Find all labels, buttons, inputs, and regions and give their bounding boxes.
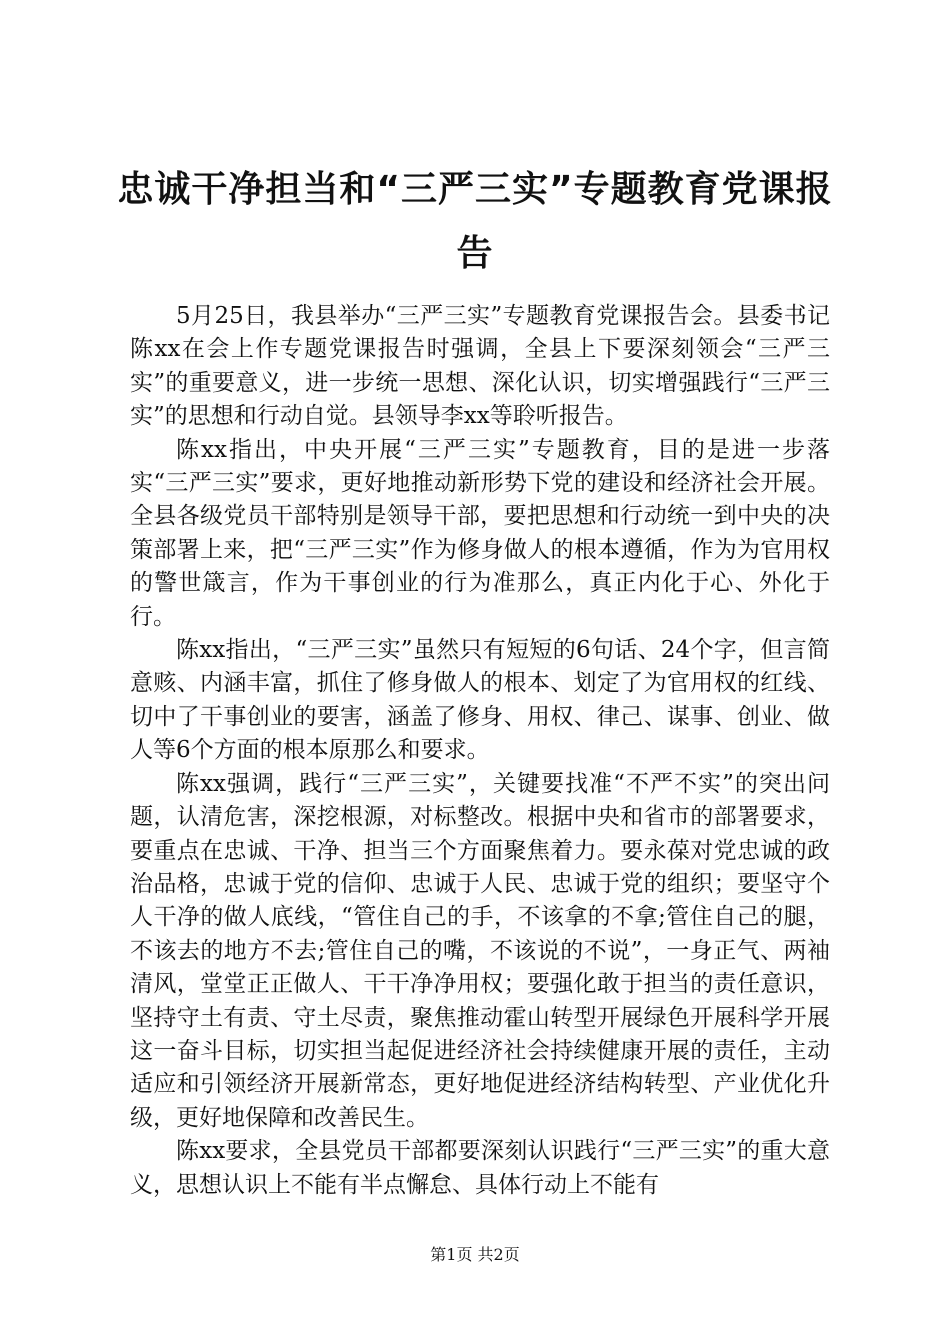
page-number: 第1页 共2页 bbox=[430, 1245, 520, 1264]
body-paragraph: 陈xx指出，中央开展“三严三实”专题教育，目的是进一步落实“三严三实”要求，更好地推动新形势下党的建设和经济社会开展。全县各级党员干部特别是领导干部，要把思想和行动统一到中央的决策部署上来，把“三严三实”作为修身做人的根本遵循，作为为官用权的警世箴言，作为干事创业的行为准那么，真正内化于心、外化于行。 bbox=[130, 436, 830, 630]
body-paragraph: 陈xx强调，践行“三严三实”，关键要找准“不严不实”的突出问题，认清危害，深挖根源，对标整改。根据中央和省市的部署要求，要重点在忠诚、干净、担当三个方面聚焦着力。要永葆对党忠诚的政治品格，忠诚于党的信仰、忠诚于人民、忠诚于党的组织；要坚守个人干净的做人底线，“管住自己的手，不该拿的不拿;管住自己的腿，不该去的地方不去;管住自己的嘴，不该说的不说”，一身正气、两袖清风，堂堂正正做人、干干净净用权；要强化敢于担当的责任意识，坚持守土有责、守土尽责，聚焦推动霍山转型开展绿色开展科学开展这一奋斗目标，切实担当起促进经济社会持续健康开展的责任，主动适应和引领经济开展新常态，更好地促进经济结构转型、产业优化升级，更好地保障和改善民生。 bbox=[130, 770, 830, 1131]
body-paragraph: 陈xx指出，“三严三实”虽然只有短短的6句话、24个字，但言简意赅、内涵丰富，抓住了修身做人的根本、划定了为官用权的红线、切中了干事创业的要害，涵盖了修身、用权、律己、谋事、创业、做人等6个方面的根本原那么和要求。 bbox=[130, 637, 830, 764]
document-title: 忠诚干净担当和“三严三实”专题教育党课报告 bbox=[117, 169, 833, 274]
body-paragraph: 陈xx要求，全县党员干部都要深刻认识践行“三严三实”的重大意义，思想认识上不能有半点懈怠、具体行动上不能有 bbox=[130, 1138, 830, 1198]
document-body bbox=[130, 300, 830, 1202]
body-paragraph: 5月25日，我县举办“三严三实”专题教育党课报告会。县委书记陈xx在会上作专题党课报告时强调，全县上下要深刻领会“三严三实”的重要意义，进一步统一思想、深化认识，切实增强践行“三严三实”的思想和行动自觉。县领导李xx等聆听报告。 bbox=[130, 303, 830, 430]
